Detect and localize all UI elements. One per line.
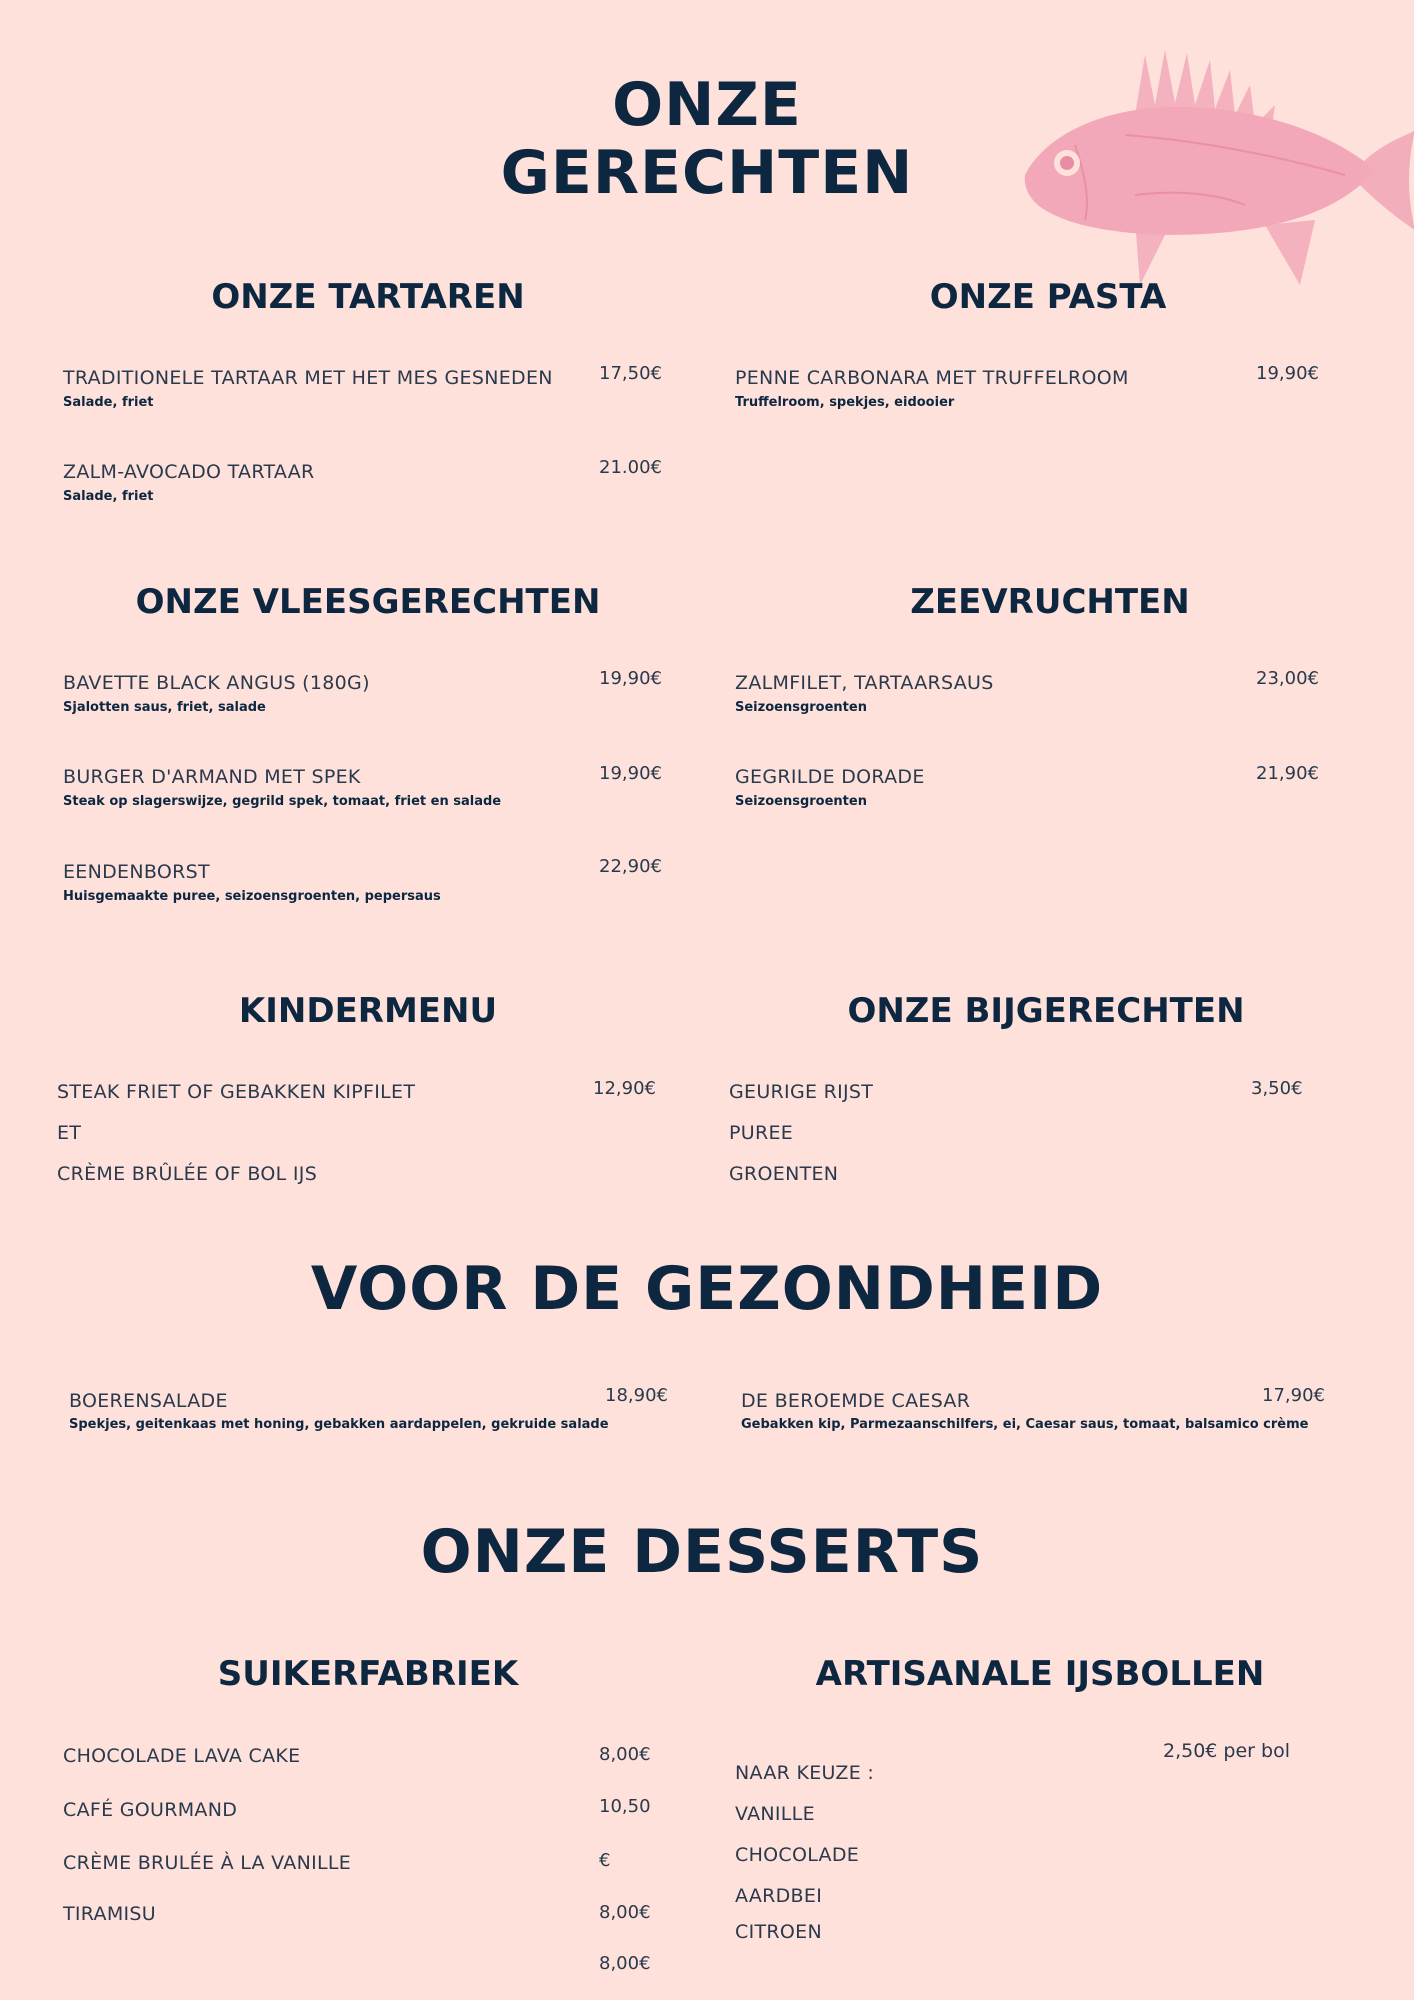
menu-item-desc: Spekjes, geitenkaas met honing, gebakken aardappelen, gekruide salade <box>69 1417 609 1432</box>
kindermenu-line: STEAK FRIET OF GEBAKKEN KIPFILET <box>57 1081 416 1103</box>
section-heading-gezondheid: VOOR DE GEZONDHEID <box>310 1254 1104 1324</box>
section-heading-tartaren: ONZE TARTAREN <box>211 277 525 317</box>
menu-item-price: 22,90€ <box>599 856 662 877</box>
ijsbol-line: NAAR KEUZE : <box>735 1762 875 1784</box>
menu-item-price: 19,90€ <box>599 668 662 689</box>
menu-item-desc: Truffelroom, spekjes, eidooier <box>735 395 955 410</box>
menu-item-price: 17,90€ <box>1262 1385 1325 1406</box>
menu-item-desc: Steak op slagerswijze, gegrild spek, tomaat, friet en salade <box>63 794 502 809</box>
menu-item-name: GEGRILDE DORADE <box>735 766 925 788</box>
menu-item-price: 18,90€ <box>605 1385 668 1406</box>
page-title-line2: GERECHTEN <box>500 138 914 208</box>
menu-item-name: DE BEROEMDE CAESAR <box>741 1390 971 1412</box>
section-heading-ijs: ARTISANALE IJSBOLLEN <box>815 1654 1265 1694</box>
section-heading-pasta: ONZE PASTA <box>929 277 1167 317</box>
ijsbol-line: AARDBEI <box>735 1885 823 1907</box>
menu-item-desc: Gebakken kip, Parmezaanschilfers, ei, Caesar saus, tomaat, balsamico crème <box>741 1417 1309 1432</box>
ijsbol-line: VANILLE <box>735 1803 815 1825</box>
ijsbol-price: 2,50€ per bol <box>1163 1740 1290 1762</box>
section-heading-suiker: SUIKERFABRIEK <box>217 1654 519 1694</box>
bijgerecht-line: GROENTEN <box>729 1163 839 1185</box>
menu-item-desc: Huisgemaakte puree, seizoensgroenten, pepersaus <box>63 889 441 904</box>
menu-item-price: 21,90€ <box>1256 763 1319 784</box>
bijgerecht-line: PUREE <box>729 1122 794 1144</box>
section-heading-desserts: ONZE DESSERTS <box>420 1517 984 1587</box>
dessert-price: 8,00€ <box>599 1902 651 1923</box>
page-title-line1: ONZE <box>612 70 802 140</box>
menu-item-name: BURGER D'ARMAND MET SPEK <box>63 766 361 788</box>
section-heading-kinder: KINDERMENU <box>238 991 498 1031</box>
menu-item-name: ZALM-AVOCADO TARTAAR <box>63 461 315 483</box>
menu-item-name: TRADITIONELE TARTAAR MET HET MES GESNEDEN <box>63 367 553 389</box>
dessert-item: TIRAMISU <box>63 1903 157 1925</box>
menu-item-desc: Seizoensgroenten <box>735 794 867 809</box>
section-heading-bij: ONZE BIJGERECHTEN <box>847 991 1245 1031</box>
dessert-price: 8,00€ <box>599 1953 651 1974</box>
section-heading-zee: ZEEVRUCHTEN <box>910 582 1190 622</box>
menu-item-desc: Sjalotten saus, friet, salade <box>63 700 266 715</box>
dessert-item: CRÈME BRULÉE À LA VANILLE <box>63 1852 352 1874</box>
menu-item-desc: Seizoensgroenten <box>735 700 867 715</box>
menu-item-price: 23,00€ <box>1256 668 1319 689</box>
menu-item-price: 17,50€ <box>599 363 662 384</box>
dessert-price: 10,50 <box>599 1796 651 1817</box>
kindermenu-line: ET <box>57 1122 82 1144</box>
dessert-price: € <box>599 1850 611 1871</box>
bijgerecht-line: GEURIGE RIJST <box>729 1081 874 1103</box>
ijsbol-line: CHOCOLADE <box>735 1844 860 1866</box>
dessert-item: CHOCOLADE LAVA CAKE <box>63 1745 301 1767</box>
bijgerecht-price: 3,50€ <box>1251 1078 1303 1099</box>
menu-item-price: 19,90€ <box>599 763 662 784</box>
menu-item-name: PENNE CARBONARA MET TRUFFELROOM <box>735 367 1129 389</box>
menu-item-desc: Salade, friet <box>63 395 154 410</box>
dessert-price: 8,00€ <box>599 1744 651 1765</box>
menu-item-name: EENDENBORST <box>63 861 210 883</box>
menu-item-desc: Salade, friet <box>63 489 154 504</box>
menu-item-name: BOERENSALADE <box>69 1390 228 1412</box>
menu-item-name: BAVETTE BLACK ANGUS (180G) <box>63 672 370 694</box>
kindermenu-line: CRÈME BRÛLÉE OF BOL IJS <box>57 1163 318 1185</box>
menu-item-name: ZALMFILET, TARTAARSAUS <box>735 672 994 694</box>
section-heading-vlees: ONZE VLEESGERECHTEN <box>135 582 601 622</box>
dessert-item: CAFÉ GOURMAND <box>63 1799 238 1821</box>
ijsbol-line: CITROEN <box>735 1921 822 1943</box>
kindermenu-price: 12,90€ <box>593 1078 656 1099</box>
menu-item-price: 19,90€ <box>1256 363 1319 384</box>
menu-item-price: 21.00€ <box>599 457 662 478</box>
